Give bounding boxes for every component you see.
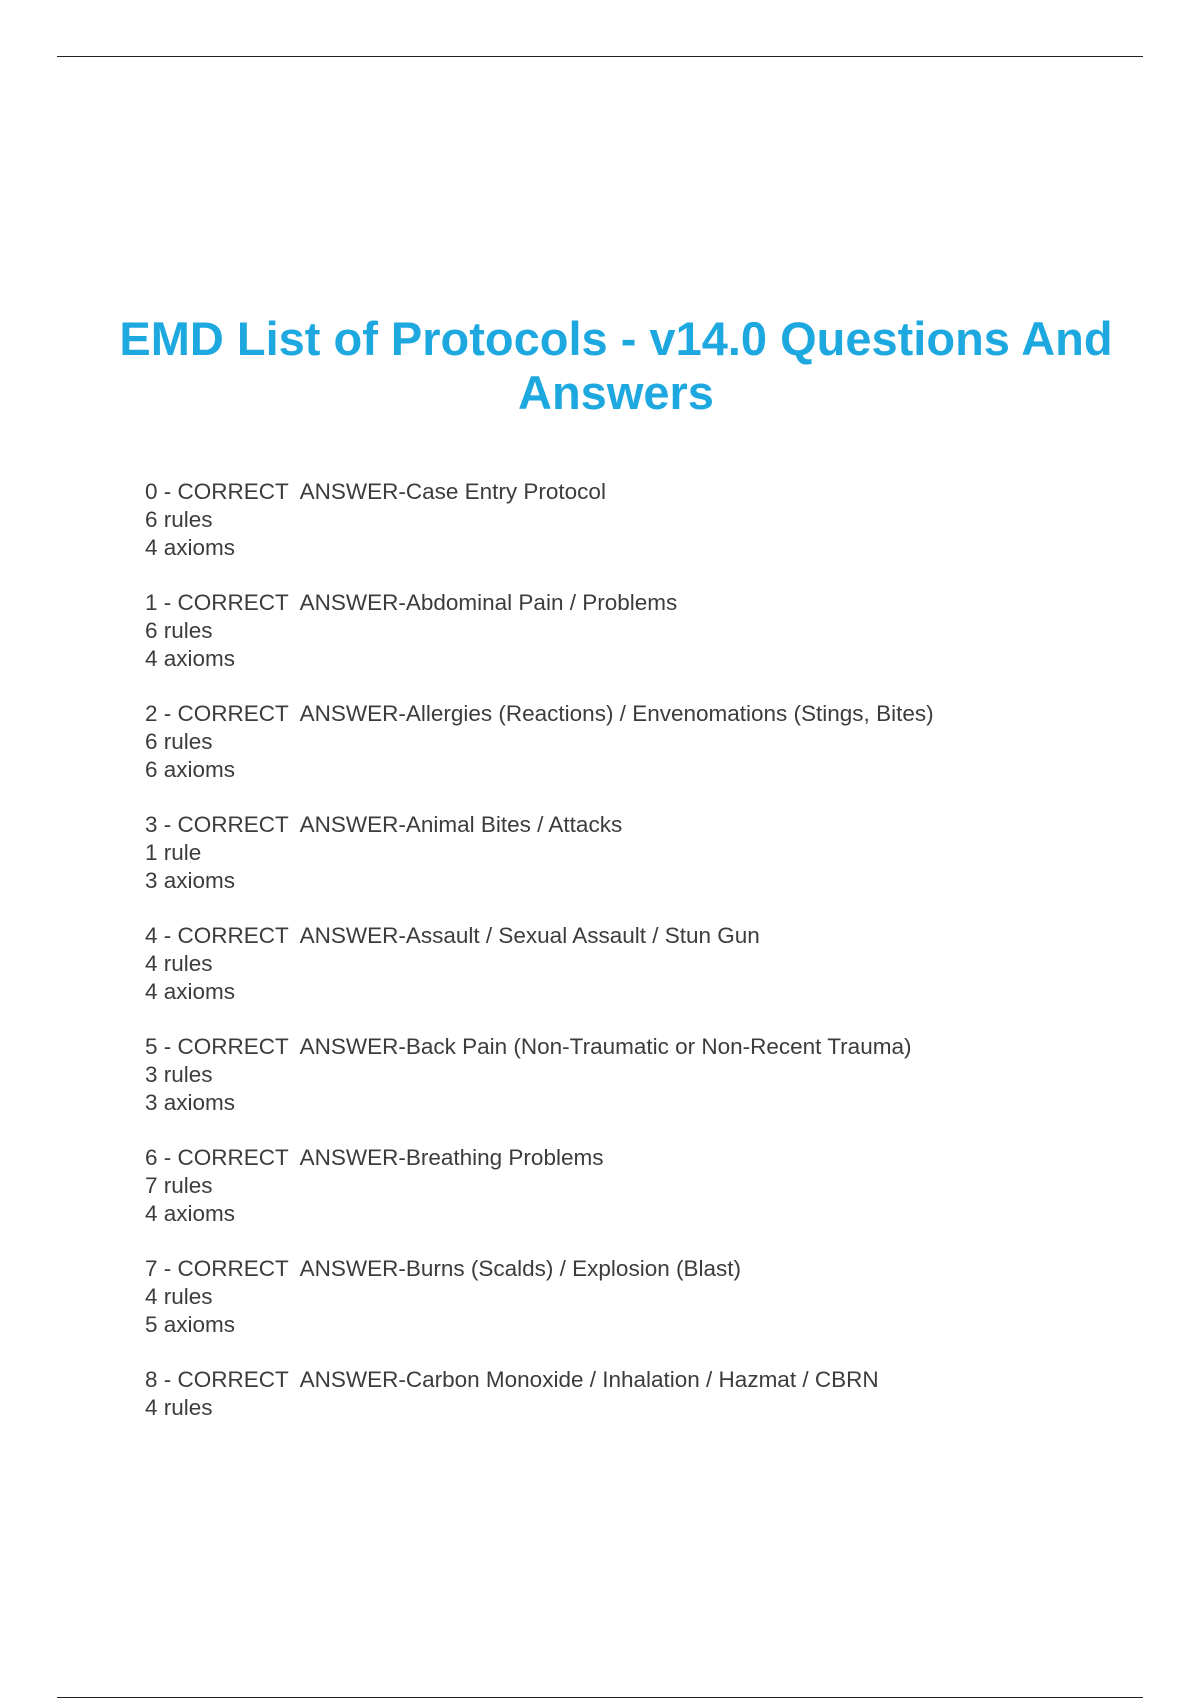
protocol-entry [145, 589, 1145, 673]
protocol-entry [145, 922, 1145, 1006]
protocol-heading: 5 - CORRECT ANSWER-Back Pain (Non-Traumatic or Non-Recent Trauma) [145, 1034, 912, 1059]
protocol-axioms: 6 axioms [145, 757, 236, 782]
header-rule [57, 56, 1143, 57]
protocol-list [145, 478, 1145, 1449]
protocol-heading: 8 - CORRECT ANSWER-Carbon Monoxide / Inhalation / Hazmat / CBRN [145, 1367, 879, 1392]
protocol-heading: 0 - CORRECT ANSWER-Case Entry Protocol [145, 479, 606, 504]
protocol-entry [145, 1255, 1145, 1339]
protocol-rules: 6 rules [145, 507, 213, 532]
protocol-entry [145, 478, 1145, 562]
protocol-entry [145, 700, 1145, 784]
protocol-axioms: 4 axioms [145, 646, 236, 671]
footer-rule [57, 1697, 1143, 1698]
protocol-axioms: 3 axioms [145, 1090, 236, 1115]
document-title: EMD List of Protocols - v14.0 Questions And Answers [119, 312, 1113, 419]
protocol-entry [145, 1144, 1145, 1228]
protocol-heading: 4 - CORRECT ANSWER-Assault / Sexual Assault / Stun Gun [145, 923, 760, 948]
protocol-axioms: 4 axioms [145, 979, 236, 1004]
protocol-rules: 1 rule [145, 840, 202, 865]
protocol-heading: 3 - CORRECT ANSWER-Animal Bites / Attacks [145, 812, 623, 837]
protocol-entry [145, 1366, 1145, 1422]
protocol-rules: 4 rules [145, 951, 213, 976]
protocol-entry [145, 811, 1145, 895]
protocol-heading: 2 - CORRECT ANSWER-Allergies (Reactions) / Envenomations (Stings, Bites) [145, 701, 934, 726]
protocol-axioms: 5 axioms [145, 1312, 236, 1337]
protocol-axioms: 4 axioms [145, 535, 236, 560]
protocol-rules: 4 rules [145, 1284, 213, 1309]
protocol-heading: 6 - CORRECT ANSWER-Breathing Problems [145, 1145, 604, 1170]
protocol-rules: 7 rules [145, 1173, 213, 1198]
protocol-axioms: 3 axioms [145, 868, 236, 893]
protocol-rules: 6 rules [145, 729, 213, 754]
protocol-heading: 1 - CORRECT ANSWER-Abdominal Pain / Problems [145, 590, 678, 615]
protocol-entry [145, 1033, 1145, 1117]
protocol-heading: 7 - CORRECT ANSWER-Burns (Scalds) / Explosion (Blast) [145, 1256, 741, 1281]
protocol-rules: 3 rules [145, 1062, 213, 1087]
protocol-axioms: 4 axioms [145, 1201, 236, 1226]
protocol-rules: 6 rules [145, 618, 213, 643]
protocol-rules: 4 rules [145, 1395, 213, 1420]
